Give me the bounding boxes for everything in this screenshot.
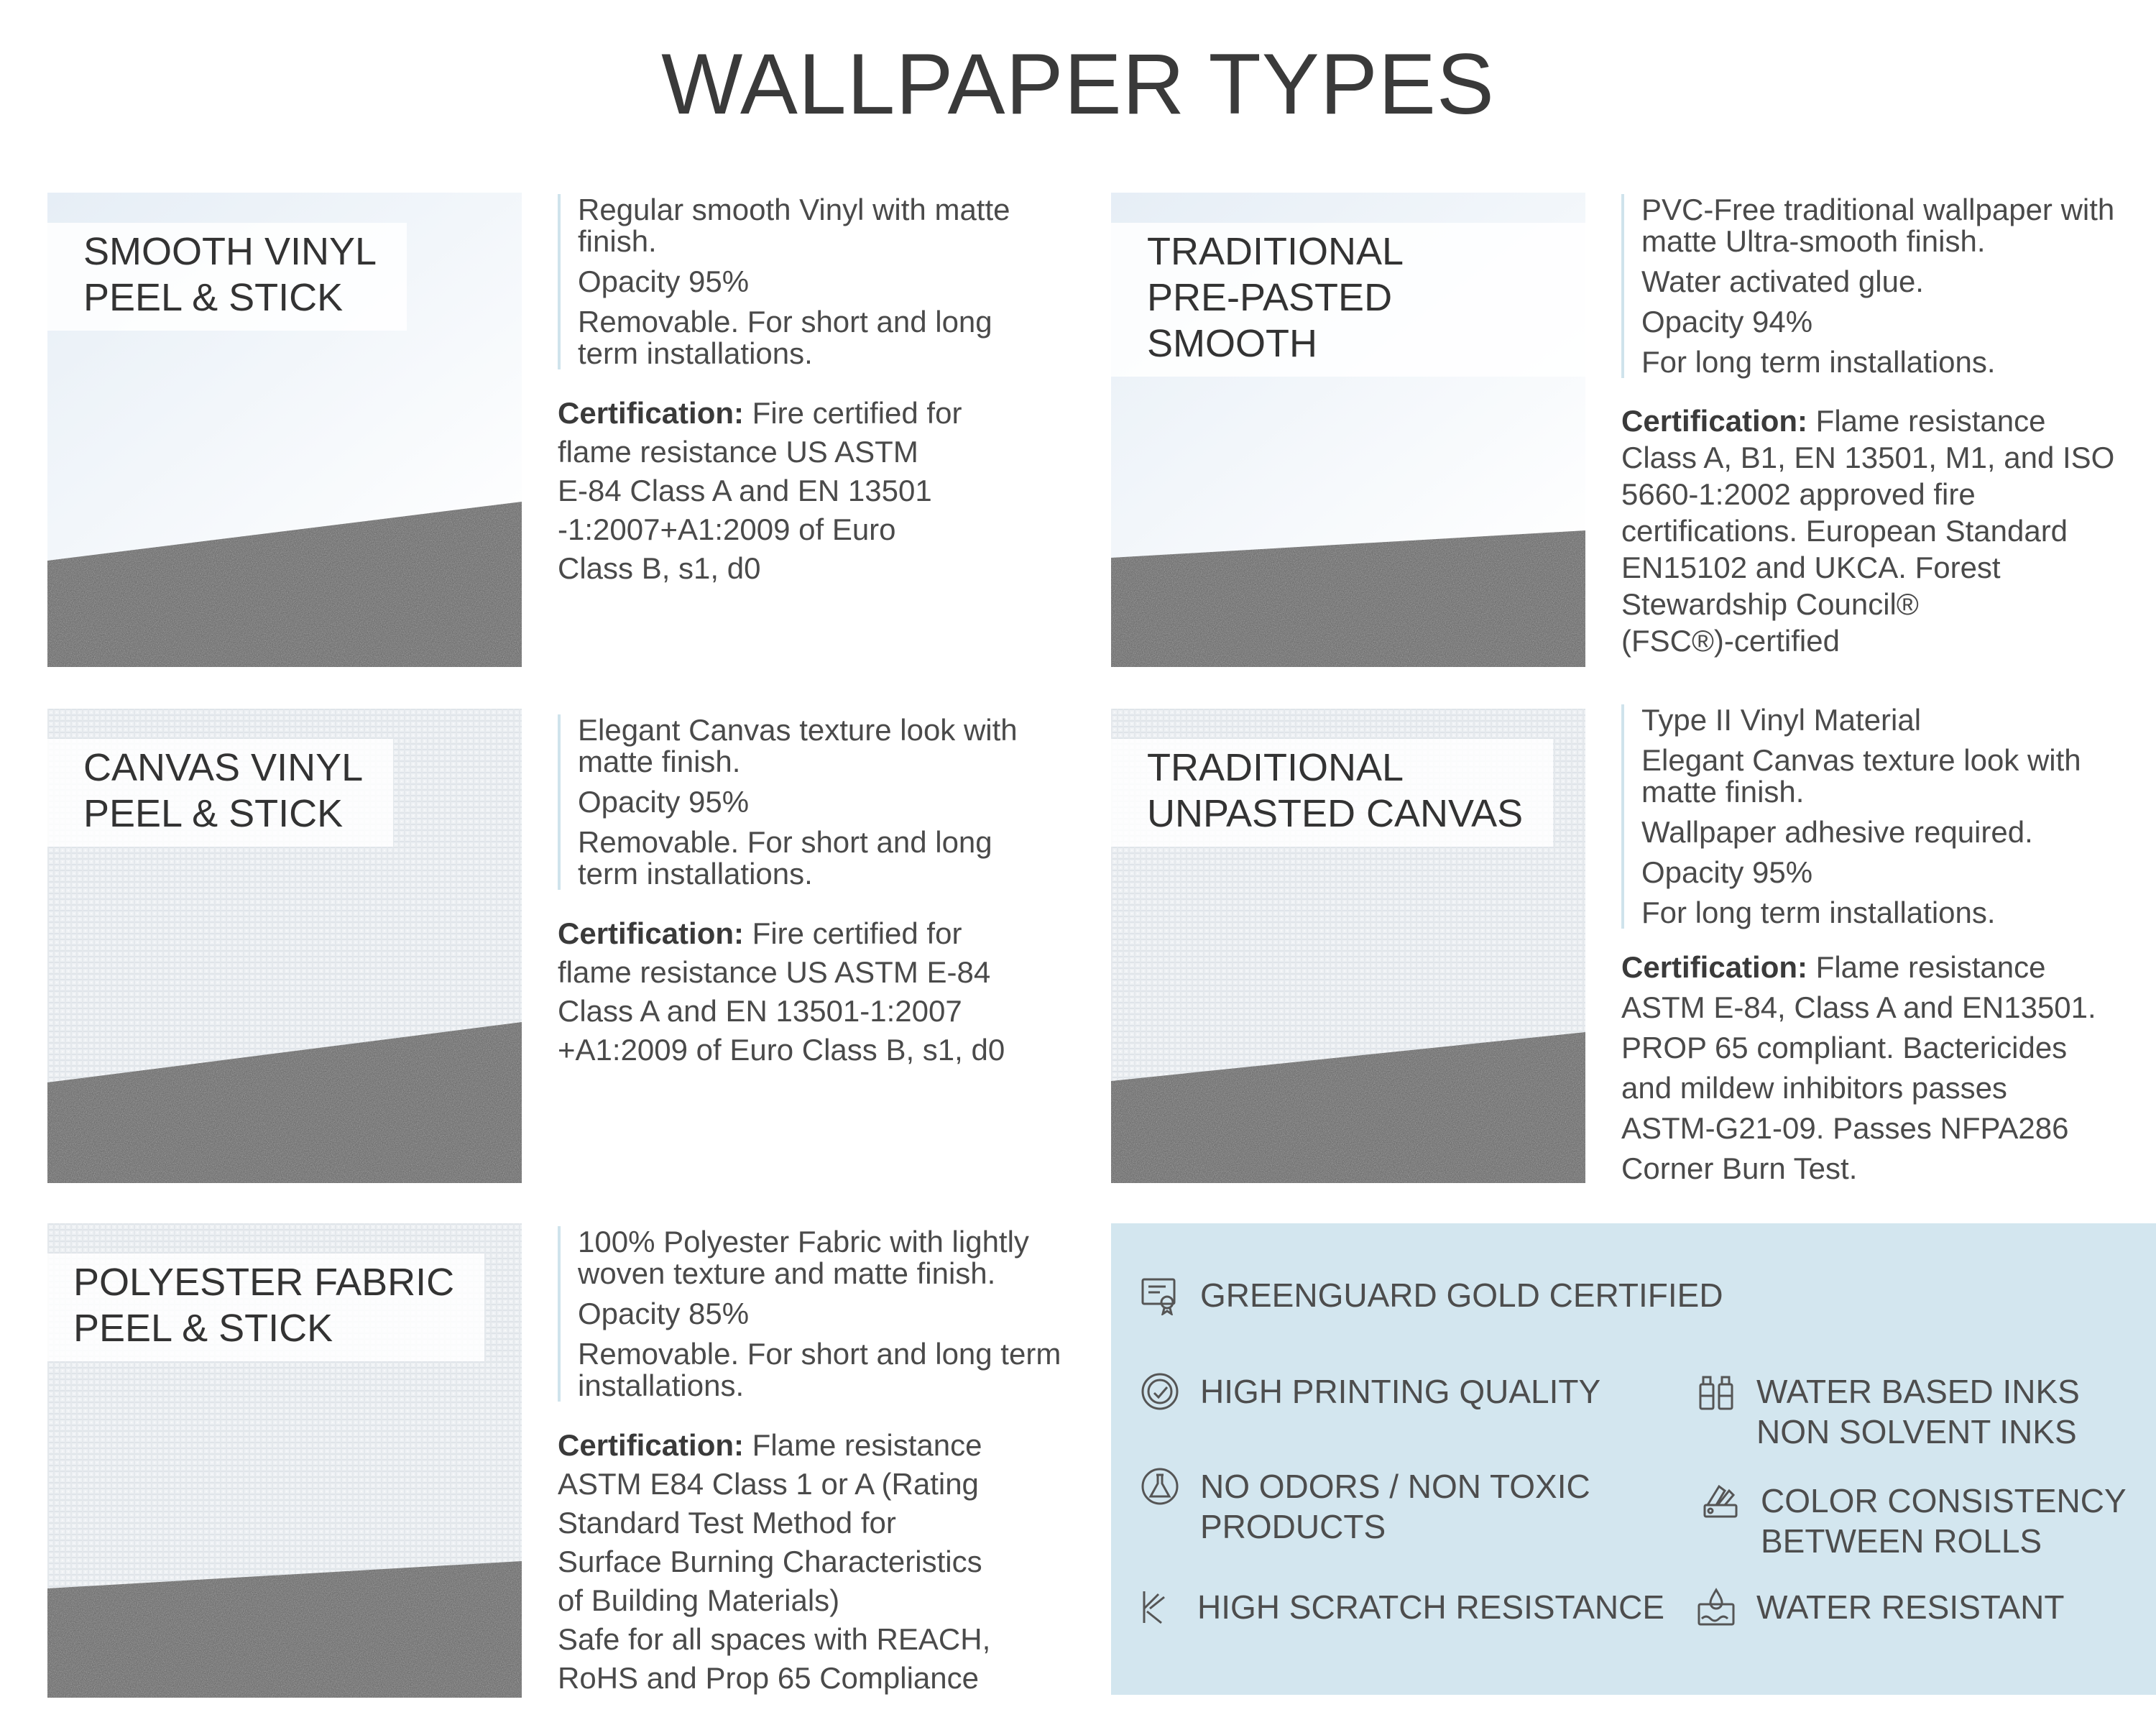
feature-list: PVC-Free traditional wallpaper with matte Ultra-smooth finish. Water activated glue. Opacity 94% For long term installations. xyxy=(1621,194,2117,378)
product-label: TRADITIONAL PRE-PASTED SMOOTH xyxy=(1111,223,1585,377)
product-label: CANVAS VINYL PEEL & STICK xyxy=(47,739,393,847)
product-label: SMOOTH VINYL PEEL & STICK xyxy=(47,223,407,331)
traditional-unpasted-description xyxy=(1621,704,2124,1189)
water-drop-icon xyxy=(1696,1587,1736,1627)
ink-bottles-icon xyxy=(1696,1371,1736,1412)
feature-water: WATER RESISTANT xyxy=(1696,1587,2065,1627)
polyester-fabric-swatch xyxy=(47,1223,522,1698)
feature-printing: HIGH PRINTING QUALITY xyxy=(1140,1371,1600,1412)
certification: Certification: Fire certified for flame resistance US ASTM E-84 Class A and EN 13501 -1:2007+A1:2009 of Euro Class B, s1, d0 xyxy=(558,396,962,585)
feature-list: Type II Vinyl Material Elegant Canvas texture look with matte finish. Wallpaper adhesive required. Opacity 95% For long term installations. xyxy=(1621,704,2124,929)
feature-list: Elegant Canvas texture look with matte finish. Opacity 95% Removable. For short and long term installations. xyxy=(558,714,1061,890)
traditional-unpasted-swatch xyxy=(1111,709,1585,1183)
feature-odors: NO ODORS / NON TOXIC PRODUCTS xyxy=(1140,1466,1590,1547)
certification: Certification: Flame resistance ASTM E-84, Class A and EN13501. PROP 65 compliant. Bactericides and mildew inhibitors passes ASTM-G21-09. Passes NFPA286 Corner Burn Test. xyxy=(1621,950,2096,1185)
feature-color: COLOR CONSISTENCY BETWEEN ROLLS xyxy=(1700,1481,2127,1561)
print-quality-icon xyxy=(1140,1371,1180,1412)
certification: Certification: Flame resistance Class A, B1, EN 13501, M1, and ISO 5660-1:2002 approved fire certifications. European Standard EN15102 and UKCA. Forest Stewardship Council® (FSC®)-certified xyxy=(1621,404,2115,658)
features-panel xyxy=(1111,1223,2156,1695)
product-label: POLYESTER FABRIC PEEL & STICK xyxy=(47,1254,484,1361)
feature-inks: WATER BASED INKS NON SOLVENT INKS xyxy=(1696,1371,2080,1452)
polyester-fabric-description xyxy=(558,1226,1075,1698)
traditional-prepasted-swatch xyxy=(1111,193,1585,667)
canvas-vinyl-description xyxy=(558,714,1061,1070)
certification: Certification: Fire certified for flame resistance US ASTM E-84 Class A and EN 13501-1:2007 +A1:2009 of Euro Class B, s1, d0 xyxy=(558,916,1005,1067)
scratch-icon xyxy=(1137,1587,1177,1627)
product-label: TRADITIONAL UNPASTED CANVAS xyxy=(1111,739,1553,847)
smooth-vinyl-description xyxy=(558,194,1018,588)
canvas-vinyl-swatch xyxy=(47,709,522,1183)
smooth-vinyl-swatch xyxy=(47,193,522,667)
color-swatch-icon xyxy=(1700,1481,1741,1521)
certificate-icon xyxy=(1140,1275,1180,1315)
traditional-prepasted-description xyxy=(1621,194,2117,659)
feature-list: 100% Polyester Fabric with lightly woven texture and matte finish. Opacity 85% Removable. For short and long term installations. xyxy=(558,1226,1075,1402)
page-title: WALLPAPER TYPES xyxy=(661,36,1495,132)
feature-list: Regular smooth Vinyl with matte finish. Opacity 95% Removable. For short and long term installations. xyxy=(558,194,1018,369)
feature-greenguard: GREENGUARD GOLD CERTIFIED xyxy=(1140,1275,1723,1315)
flask-icon xyxy=(1140,1466,1180,1506)
feature-scratch: HIGH SCRATCH RESISTANCE xyxy=(1137,1587,1664,1627)
certification: Certification: Flame resistance ASTM E84 Class 1 or A (Rating Standard Test Method for Surface Burning Characteristics of Building Materials) Safe for all spaces with REACH, RoHS and Prop 65 Compliance xyxy=(558,1428,991,1695)
